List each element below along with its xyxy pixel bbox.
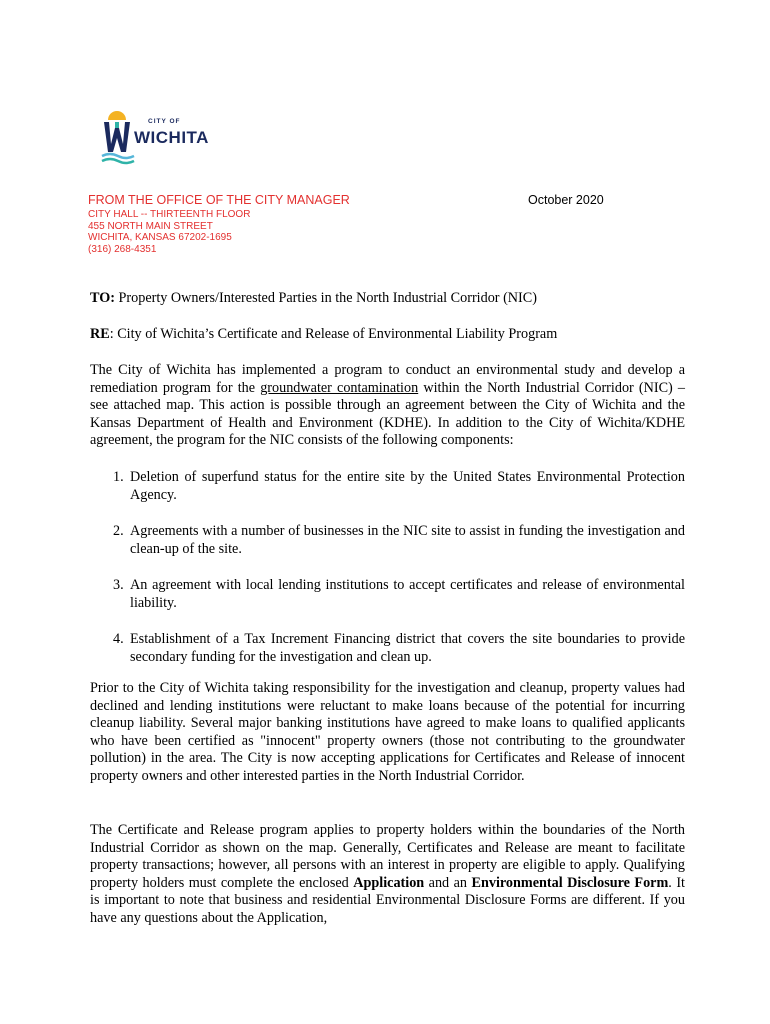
list-item-number: 3. (113, 577, 124, 593)
p3-text-c: . It is important to note that business and residential Environmental Disclosure Forms are different. If you have any questions about the Application, (90, 874, 685, 926)
logo-sun-shape (108, 111, 126, 120)
list-item-number: 4. (113, 631, 124, 647)
logo-city-of-text: CITY OF (148, 118, 181, 125)
body-paragraph-3 (90, 822, 685, 927)
address-line: CITY HALL -- THIRTEENTH FLOOR (88, 209, 251, 220)
list-item-text: An agreement with local lending institutions to accept certificates and release of environmental liability. (130, 577, 685, 611)
p3-text-a: The Certificate and Release program applies to property holders within the boundaries of the North Industrial Corridor as shown on the map. Generally, Certificates and Release are meant to facilitate property transactions; however, all persons with an interest in property are eligible to apply. Qualifying property holders must complete the enclosed (90, 822, 685, 891)
memo-re-label: RE (90, 326, 110, 342)
address-line: (316) 268-4351 (88, 243, 157, 255)
p3-application-bold: Application (353, 874, 425, 891)
memo-to-line (90, 290, 537, 307)
list-item-text: Deletion of superfund status for the entire site by the United States Environmental Protection Agency. (130, 469, 685, 503)
letter-date: October 2020 (528, 193, 604, 207)
memo-re-line (90, 326, 557, 343)
list-item (113, 522, 685, 558)
memo-to-text: Property Owners/Interested Parties in the North Industrial Corridor (NIC) (114, 290, 537, 306)
logo-wave-bottom (102, 159, 134, 163)
memo-to-label: TO: (90, 290, 115, 306)
list-item-number: 2. (113, 523, 124, 539)
list-item (113, 468, 685, 504)
address-line: WICHITA, KANSAS 67202-1695 (88, 232, 232, 244)
list-item-number: 1. (113, 469, 124, 485)
list-item-text: Agreements with a number of businesses in the NIC site to assist in funding the investigation and clean-up of the site. (130, 523, 685, 557)
memo-re-text: : City of Wichita’s Certificate and Release of Environmental Liability Program (109, 326, 558, 342)
list-item (113, 576, 685, 612)
logo-wichita-text: WICHITA (134, 128, 209, 147)
p3-disclosure-form-bold: Environmental Disclosure Form (471, 874, 669, 891)
list-item-text: Establishment of a Tax Increment Financing district that covers the site boundaries to provide secondary funding for the investigation and clean up. (130, 631, 685, 665)
logo-w-accent (115, 122, 119, 128)
p3-text-b: and an (424, 874, 472, 891)
logo-wave-top (102, 154, 134, 158)
office-heading: FROM THE OFFICE OF THE CITY MANAGER (88, 193, 350, 207)
office-address (88, 209, 250, 255)
body-paragraph-1 (90, 362, 685, 450)
body-paragraph-2: Prior to the City of Wichita taking responsibility for the investigation and cleanup, property values had declined and lending institutions were reluctant to make loans because of the potential for incurring cleanup liability. Several major banking institutions have agreed to make loans to qualified applicants who have been certified as "innocent" property owners (those not contributing to the groundwater pollution) in the area. The City is now accepting applications for Certificates and Release of innocent property owners and other interested parties in the North Industrial Corridor. (90, 680, 685, 784)
groundwater-contamination-link[interactable]: groundwater contamination (260, 379, 419, 396)
list-item (113, 630, 685, 666)
p1-text-b: within the North Industrial Corridor (NIC) – see attached map. This action is possible through an agreement between the City of Wichita and the Kansas Department of Health and Environment (KDHE). In addition to the City of Wichita/KDHE agreement, the program for the NIC consists of the following components: (90, 379, 685, 448)
address-line: 455 NORTH MAIN STREET (88, 220, 213, 232)
p1-text-a: The City of Wichita has implemented a program to conduct an environmental study and develop a remediation program for the (90, 362, 685, 396)
